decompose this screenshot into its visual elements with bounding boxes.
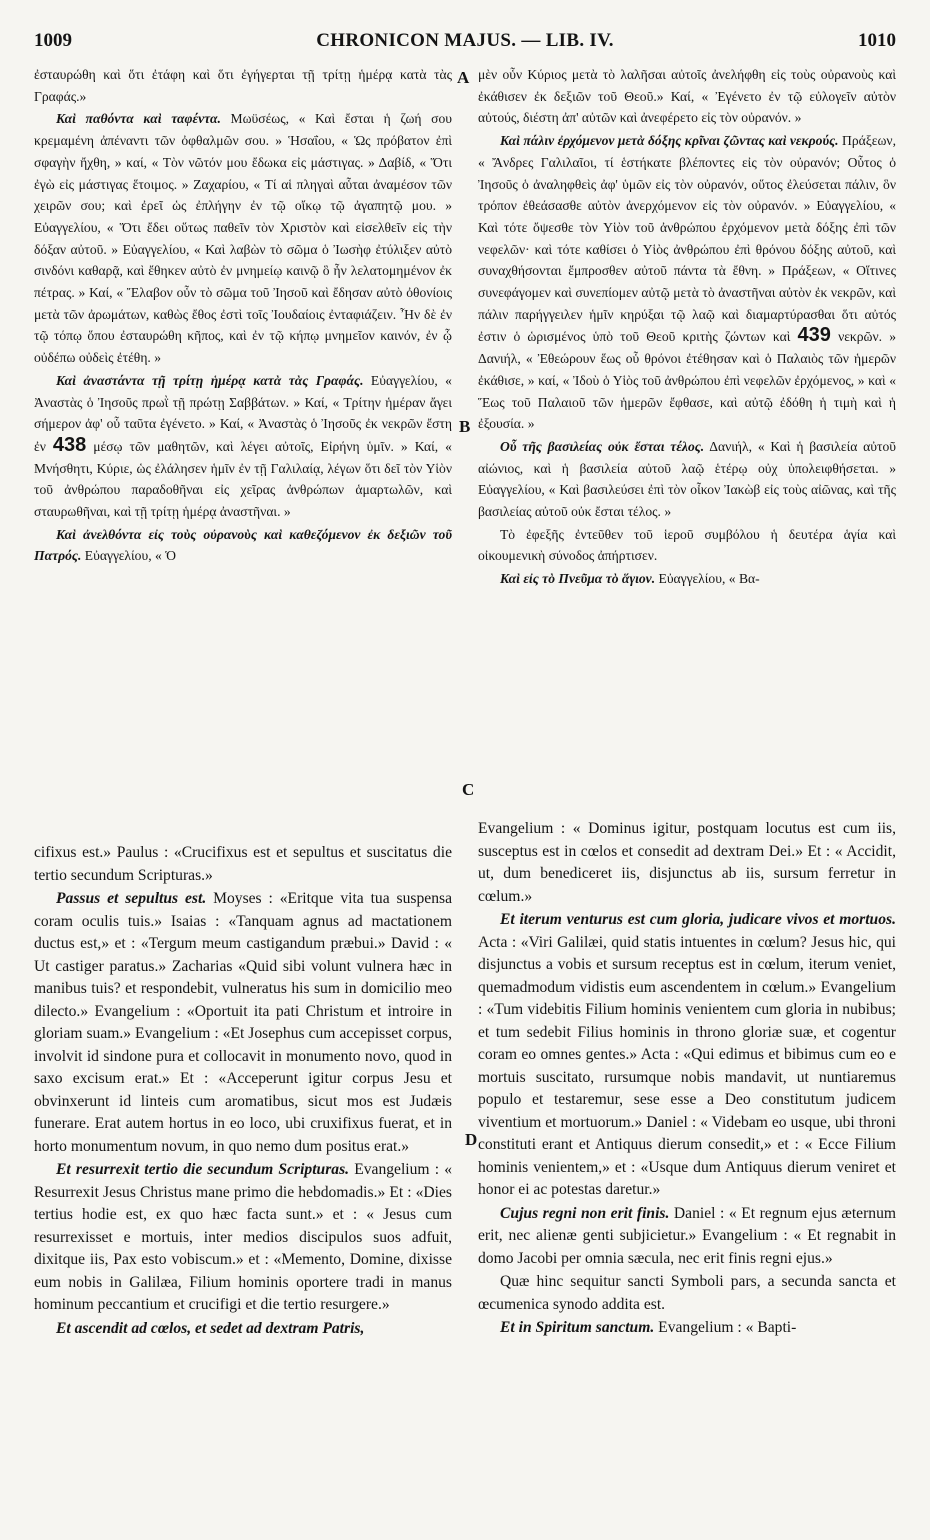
paragraph — [478, 130, 896, 435]
paragraph: cifixus est.» Paulus : «Crucifixus est et sepultus et suscitatus die tertio secundum Scripturas.» — [34, 844, 452, 884]
right-greek-column — [478, 64, 896, 826]
paragraph — [478, 1317, 896, 1340]
paragraph: μὲν οὖν Κύριος μετὰ τὸ λαλῆσαι αὐτοῖς ἀνελήφθη εἰς τοὺς οὐρανοὺς καὶ ἐκάθισεν ἐκ δεξιῶν τοῦ Θεοῦ.» Καί, « Ἐγένετο ἐν τῷ εὐλογεῖν αὐτὸν αὐτούς, διέστη ἀπ' αὐτῶν καὶ ἀνεφέρετο εἰς τὸν οὐρανόν. » — [478, 67, 896, 126]
running-header — [34, 30, 896, 64]
paragraph — [34, 370, 452, 523]
creed-heading: Et iterum venturus est cum gloria, judicare vivos et mortuos. — [500, 911, 896, 928]
creed-heading: Καὶ παθόντα καὶ ταφέντα. — [56, 111, 221, 127]
section-marker-a: A — [457, 68, 470, 87]
running-title: CHRONICON MAJUS. — LIB. IV. — [316, 30, 614, 51]
paragraph-text: Evangelium : « Resurrexit Jesus Christus mane primo die hebdomadis.» Et : «Dies tertius hodie est, ex quo hæc facta sunt.» et : « Jesus cum resurrexisset e mortuis, inter medios discipulos suos adfuit, dixitque iis, Pax esto vobiscum.» et : «Memento, Domine, dixisse eum nobis in Galilæa, Filium hominis oportere tradi in manus hominum peccantium et crucifigi et die tertio resurgere.» — [34, 1161, 452, 1313]
paragraph-text: μέσῳ τῶν μαθητῶν, καὶ λέγει αὐτοῖς, Εἰρήνη ὑμῖν. » Καί, « Μνήσθητι, Κύριε, ὡς ἐλάλησεν ἡμῖν ἐν τῇ Γαλιλαίᾳ, λέγων ὅτι δεῖ τὸν Υἱὸν τοῦ ἀνθρώπου παραδοθῆναι εἰς χεῖρας ἀνθρώπων ἁμαρτωλῶν, καὶ σταυρωθῆναι, καὶ τῇ τρίτῃ ἡμέρᾳ ἀναστῆναι. » — [34, 438, 452, 520]
column-number: 439 — [797, 324, 831, 347]
creed-heading: Et resurrexit tertio die secundum Scripturas. — [56, 1161, 350, 1178]
paragraph: ἐσταυρώθη καὶ ὅτι ἐτάφη καὶ ὅτι ἐγήγερται τῇ τρίτῃ ἡμέρᾳ κατὰ τὰς Γραφάς.» — [34, 67, 452, 104]
paragraph — [34, 1159, 452, 1317]
section-marker-c: C — [462, 780, 475, 799]
paragraph — [34, 888, 452, 1158]
paragraph — [34, 1318, 452, 1341]
paragraph: Quæ hinc sequitur sancti Symboli pars, a secunda sancta et œcumenica synodo addita est. — [478, 1273, 896, 1313]
paragraph — [478, 909, 896, 1202]
creed-heading: Cujus regni non erit finis. — [500, 1204, 670, 1222]
paragraph-text: Εὐαγγελίου, « Βα- — [655, 571, 760, 587]
paragraph-text: Εὐαγγελίου, « Ὁ — [81, 548, 176, 564]
paragraph: Evangelium : « Dominus igitur, postquam locutus est cum iis, susceptus est in cœlos et consedit ad dextram Dei.» Et : « Accidit, ut, dum benediceret iis, disjunctus ab iis, sursum ferretur in cœlum.» — [478, 820, 896, 905]
paragraph-text: Μωϋσέως, « Καὶ ἔσται ἡ ζωή σου κρεμαμένη ἀπέναντι τῶν ὀφθαλμῶν σου. » Ἡσαΐου, « Ὡς πρόβατον ἐπὶ σφαγὴν ἤχθη, » καί, « Τὸν νῶτόν μου ἔδωκα εἰς μάστιγας. » Δαβίδ, « Ὅτι ἐγὼ εἰς μάστιγας ἕτοιμος. » Ζαχαρίου, « Τί αἱ πληγαὶ αὗται ἀναμέσον τῶν χειρῶν σου; καὶ ἐρεῖ ὡς ἐπλήγην ἐν τῷ οἴκῳ τῷ ἀγαπητῷ μου. » Εὐαγγελίου, « Ὅτι ἔδει οὕτως παθεῖν τὸν Χριστὸν καὶ εἰσελθεῖν εἰς τὴν δόξαν αὐτοῦ. » Εὐαγγελίου, « Καὶ λαβὼν τὸ σῶμα ὁ Ἰωσὴφ ἐτύλιξεν αὐτὸ σινδόνι καθαρᾷ, καὶ ἔθηκεν αὐτὸ ἐν μνημείῳ καινῷ ὃ ἦν λελατομημένον ἐκ πέτρας. » Καί, « Ἔλαβον οὖν τὸ σῶμα τοῦ Ἰησοῦ καὶ ἔδησαν αὐτὸ ὀθονίοις μετὰ τῶν ἀρωμάτων, καθὼς ἔθος ἐστὶ τοῖς Ἰουδαίοις ἐνταφιάζειν. Ἦν δὲ ἐν τῷ τόπῳ ὅπου ἐσταυρώθη κῆπος, καὶ ἐν τῷ κήπῳ μνημεῖον καινόν, ἐν ᾧ οὐδέπω οὐδεὶς ἐτέθη. » — [34, 111, 452, 366]
paragraph-text: νεκρῶν. » Δανιήλ, « Ἐθεώρουν ἕως οὗ θρόνοι ἐτέθησαν καὶ ὁ Παλαιὸς τῶν ἡμερῶν ἐκάθισε, » καί, « Ἰδοὺ ὁ Υἱὸς τοῦ ἀνθρώπου ἐπὶ νεφελῶν ἐρχόμενος, » καὶ « Ἕως τοῦ Παλαιοῦ τῶν ἡμερῶν ἔφθασε, καὶ αὐτῷ ἐδόθη ἡ τιμὴ καὶ ἡ ἐξουσία. » — [478, 329, 896, 432]
creed-heading: Καὶ πάλιν ἐρχόμενον μετὰ δόξης κρῖναι ζῶντας καὶ νεκρούς. — [500, 133, 839, 149]
paragraph — [478, 568, 896, 590]
paragraph-text: Evangelium : « Bapti- — [654, 1319, 797, 1336]
paragraph-text: Moyses : «Eritque vita tua suspensa coram oculis tuis.» Isaias : «Tanquam agnus ad mactationem ductus est,» et : «Tergum meum castigandum præbui.» David : « Ut castiger paratus.» Zacharias «Quid sibi volunt vulnera hæc in manibus tuis? et respondebit, vulneratus his sum in domicilio meo dilecto.» Evangelium : «Oportuit ita pati Christum et introire in gloriam suam.» Evangelium : «Et Josephus cum accepisset corpus, involvit id sindone pura et collocavit in monumento novo, quod in saxo excisum erat.» Et : «Acceperunt igitur corpus Jesu et obvinxerunt id linteis cum aromatibus, sicut mos est Judæis funerare. Erat autem hortus in eo loco, ubi cruxifixus fuerat, et in horto monumentum novum, in quo nemo dum positus erat.» — [34, 890, 452, 1155]
column-number: 438 — [52, 433, 87, 456]
creed-heading: Οὗ τῆς βασιλείας οὐκ ἔσται τέλος. — [500, 438, 705, 454]
creed-heading: Καὶ εἰς τὸ Πνεῦμα τὸ ἅγιον. — [500, 571, 656, 587]
paragraph — [34, 108, 452, 368]
section-marker-b: B — [459, 417, 471, 436]
paragraph-text: Acta : «Viri Galilæi, quid statis intuentes in cœlum? Jesus hic, qui disjunctus a vobis et sursum receptus est in cœlum, iterum veniet, quemadmodum vidistis eum ascendentem in cœlum.» Evangelium : «Tum videbitis Filium hominis venientem cum gloria in nubibus; et tum sedebit Filius hominis in throno gloriæ suæ, et cogentur coram eo omnes gentes.» Acta : «Qui edimus et bibimus cum eo e mortuis suscitato, rursumque nobis mandavit, ut nuntiaremus populo et testaremur, sese esse a Deo constitutum judicem viventium et mortuorum.» Daniel : « Videbam eo usque, ubi throni constituti erant et Antiquus dierum consedit,» et : « Ecce Filium hominis venientem,» et : «Usque dum Antiquus dierum veniret et honor ei ac potestas daretur.» — [478, 933, 896, 1198]
paragraph-text: Εὐαγγελίου, « Ἀναστὰς ὁ Ἰησοῦς πρωῒ τῇ πρώτῃ Σαββάτων. » Καί, « Τρίτην ἡμέραν ἄγει σήμερον ἀφ' οὗ ταῦτα ἐγένετο. » Καί, « Ἀναστὰς ὁ Ἰησοῦς ἐκ νεκρῶν ἔστη ἐν — [34, 372, 452, 454]
right-latin-column — [478, 818, 896, 1522]
left-greek-column — [34, 64, 452, 834]
paragraph — [478, 436, 896, 523]
paragraph — [34, 524, 452, 567]
page-number-left: 1009 — [34, 30, 72, 51]
page-number-right: 1010 — [858, 30, 896, 51]
paragraph — [478, 1203, 896, 1271]
creed-heading: Passus et sepultus est. — [56, 890, 207, 907]
left-latin-column — [34, 842, 452, 1522]
section-marker-d: D — [465, 1130, 478, 1149]
creed-heading: Et ascendit ad cœlos, et sedet ad dextram Patris, — [56, 1319, 365, 1337]
paragraph-text: Daniel : « Et regnum ejus æternum erit, nec alienæ genti subjicietur.» Evangelium : « Et regnabit in domo Jacobi per omnia sæcula, nec erit finis regni ejus.» — [478, 1204, 896, 1267]
creed-heading: Καὶ ἀναστάντα τῇ τρίτῃ ἡμέρᾳ κατὰ τὰς Γραφάς. — [56, 372, 364, 388]
paragraph-text: Δανιήλ, « Καὶ ἡ βασιλεία αὐτοῦ αἰώνιος, καὶ ἡ βασιλεία αὐτοῦ λαῷ ἑτέρῳ οὐχ ὑπολειφθήσεται. » Εὐαγγελίου, « Καὶ βασιλεύσει ἐπὶ τὸν οἶκον Ἰακὼβ εἰς τοὺς αἰῶνας, καὶ τῆς βασιλείας αὐτοῦ οὐκ ἔσται τέλος. » — [478, 438, 896, 520]
creed-heading: Et in Spiritum sanctum. — [500, 1319, 655, 1336]
creed-heading: Καὶ ἀνελθόντα εἰς τοὺς οὐρανοὺς καὶ καθεζόμενον ἐκ δεξιῶν τοῦ Πατρός. — [34, 526, 452, 564]
paragraph-text: Πράξεων, « Ἄνδρες Γαλιλαῖοι, τί ἑστήκατε βλέποντες εἰς τὸν οὐρανόν; Οὗτος ὁ Ἰησοῦς ὁ ἀναληφθεὶς ἀφ' ὑμῶν εἰς τὸν οὐρανόν, οὕτος ἐλεύσεται πάλιν, ὃν τρόπον ἐθεάσασθε αὐτὸν ἀνερχόμενον εἰς τὸν οὐρανόν. » Εὐαγγελίου, « Καὶ τότε ὄψεσθε τὸν Υἱὸν τοῦ ἀνθρώπου ἐρχόμενον μετὰ δόξης ἐπὶ τῶν νεφελῶν· καὶ τότε καθίσει ὁ Υἱὸς ἀνθρώπου ἐπὶ θρόνου δόξης αὐτοῦ, καὶ συναχθήσονται ἔμπροσθεν αὐτοῦ πάντα τὰ ἔθνη. » Πράξεων, « Οἵτινες συνεφάγομεν καὶ συνεπίομεν αὐτῷ μετὰ τὸ ἀναστῆναι αὐτὸν ἐκ νεκρῶν, καὶ πάλιν παρήγγειλεν ἡμῖν κηρύξαι τῷ λαῷ καὶ διαμαρτύρασθαι ὅτι αὐτός ἐστιν ὁ ὡρισμένος ὑπὸ τοῦ Θεοῦ κριτὴς ζώντων καὶ — [478, 133, 896, 345]
paragraph: Τὸ ἐφεξῆς ἐντεῦθεν τοῦ ἱεροῦ συμβόλου ἡ δευτέρα ἁγία καὶ οἰκουμενικὴ σύνοδος ἀπήρτισεν. — [478, 526, 896, 564]
